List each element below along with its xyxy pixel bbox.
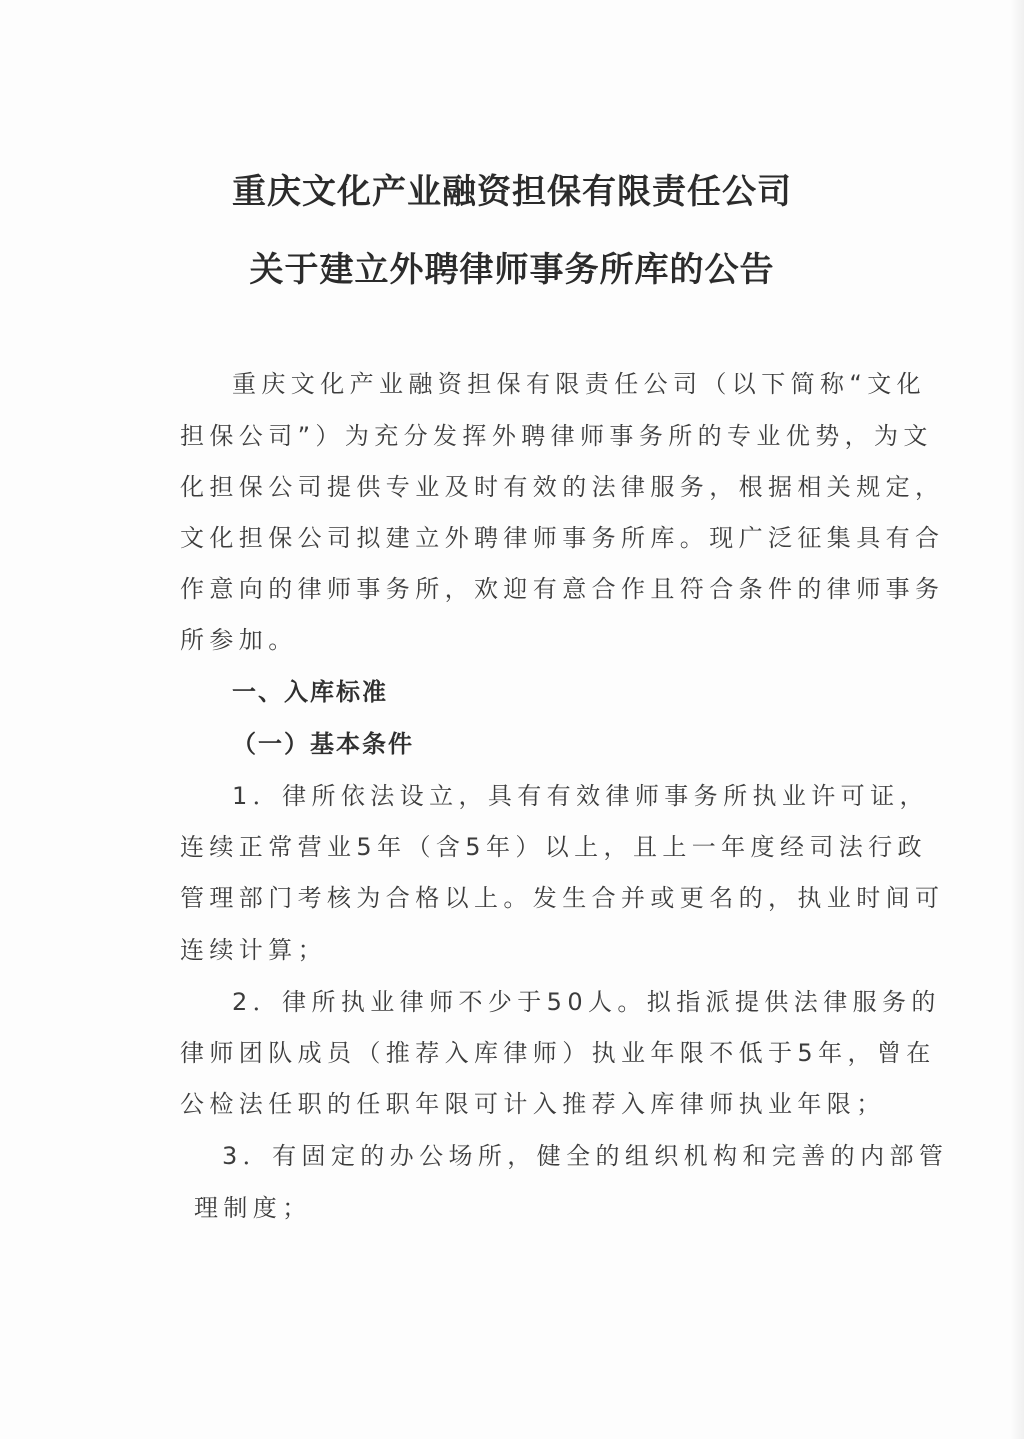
item-1-line: 1．律所依法设立，具有有效律师事务所执业许可证， bbox=[232, 782, 929, 810]
item-1-line: 连续正常营业5年（含5年）以上，且上一年度经司法行政 bbox=[180, 833, 927, 861]
item-3-line: 理制度； bbox=[194, 1194, 312, 1222]
item-1-line: 连续计算； bbox=[180, 936, 327, 964]
intro-line: 所参加。 bbox=[180, 626, 298, 654]
item-2-line: 2．律所执业律师不少于50人。拟指派提供法律服务的 bbox=[232, 988, 941, 1016]
item-2-line: 公检法任职的任职年限可计入推荐入库律师执业年限； bbox=[180, 1090, 886, 1118]
item-3-line: 3．有固定的办公场所，健全的组织机构和完善的内部管 bbox=[222, 1142, 949, 1170]
item-2-line: 律师团队成员（推荐入库律师）执业年限不低于5年，曾在 bbox=[180, 1039, 936, 1067]
intro-line: 担保公司”）为充分发挥外聘律师事务所的专业优势，为文 bbox=[180, 422, 933, 450]
section-heading: 一、入库标准 bbox=[232, 678, 388, 706]
subsection-heading: （一）基本条件 bbox=[232, 730, 414, 758]
title-line-1: 重庆文化产业融资担保有限责任公司 bbox=[232, 172, 792, 212]
intro-line: 文化担保公司拟建立外聘律师事务所库。现广泛征集具有合 bbox=[180, 524, 945, 552]
title-line-2: 关于建立外聘律师事务所库的公告 bbox=[249, 250, 775, 290]
scan-shadow bbox=[1010, 0, 1024, 1439]
intro-line: 重庆文化产业融资担保有限责任公司（以下简称“文化 bbox=[232, 370, 927, 398]
intro-line: 化担保公司提供专业及时有效的法律服务，根据相关规定， bbox=[180, 473, 945, 501]
item-1-line: 管理部门考核为合格以上。发生合并或更名的，执业时间可 bbox=[180, 884, 945, 912]
intro-line: 作意向的律师事务所，欢迎有意合作且符合条件的律师事务 bbox=[180, 575, 945, 603]
